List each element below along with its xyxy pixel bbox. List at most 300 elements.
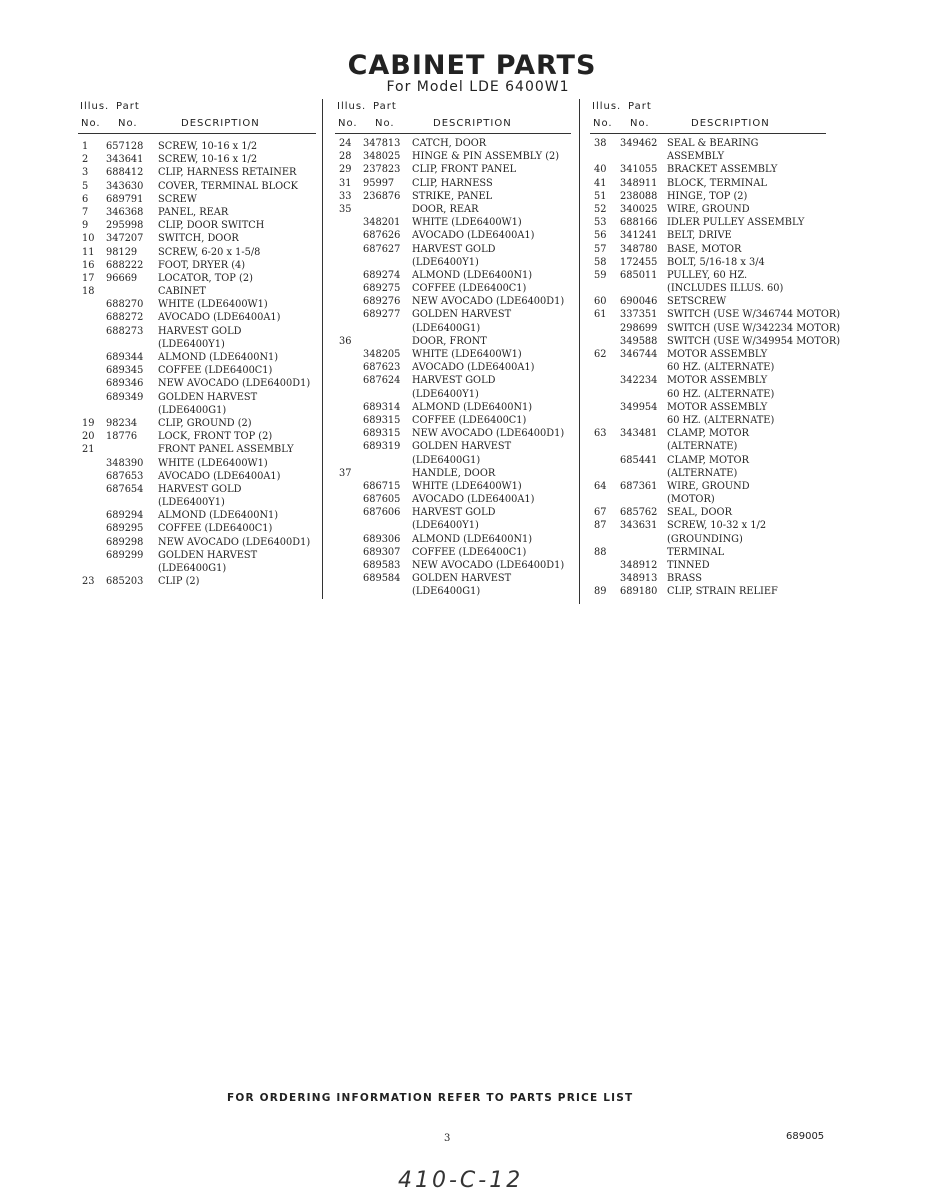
illus-number: 6 — [82, 193, 89, 205]
part-number: 689295 — [106, 523, 144, 535]
part-description: LOCK, FRONT TOP (2) — [158, 431, 273, 443]
part-description: MOTOR ASSEMBLY — [667, 401, 768, 413]
column-divider-2 — [579, 99, 580, 604]
part-row — [335, 520, 575, 533]
part-description: IDLER PULLEY ASSEMBLY — [667, 217, 805, 229]
part-description: HINGE & PIN ASSEMBLY (2) — [412, 151, 560, 163]
part-number: 687606 — [363, 507, 401, 519]
part-description: (MOTOR) — [667, 494, 715, 506]
part-description: ASSEMBLY — [667, 151, 725, 163]
part-number: 689315 — [363, 428, 401, 440]
part-description: MOTOR ASSEMBLY — [667, 375, 768, 387]
part-row — [78, 484, 318, 497]
part-description: (ALTERNATE) — [667, 441, 738, 453]
part-row — [78, 154, 318, 167]
part-description: PANEL, REAR — [158, 206, 229, 218]
part-number: 687361 — [620, 480, 658, 492]
part-row — [335, 481, 575, 494]
part-row — [335, 191, 575, 204]
part-number: 689299 — [106, 549, 144, 561]
illus-number: 7 — [82, 206, 89, 218]
part-row — [78, 392, 318, 405]
part-row — [78, 431, 318, 444]
part-number: 298699 — [620, 322, 658, 334]
part-description: CLAMP, MOTOR — [667, 454, 749, 466]
part-number: 348780 — [620, 243, 658, 255]
part-description: HARVEST GOLD — [412, 375, 496, 387]
part-number: 349588 — [620, 335, 658, 347]
part-row — [78, 273, 318, 286]
part-number: 685762 — [620, 507, 658, 519]
part-row — [335, 507, 575, 520]
illus-number: 11 — [82, 246, 95, 258]
parts-column-3 — [590, 98, 850, 596]
part-number: 172455 — [620, 256, 658, 268]
part-number: 348390 — [106, 457, 144, 469]
illus-number: 40 — [594, 164, 607, 176]
part-description: CLIP, HARNESS — [412, 177, 493, 189]
part-number: 688412 — [106, 167, 144, 179]
part-row — [78, 181, 318, 194]
part-description: HANDLE, DOOR — [412, 467, 496, 479]
part-description: WIRE, GROUND — [667, 480, 750, 492]
part-number: 96669 — [106, 272, 138, 284]
part-row — [590, 586, 850, 599]
part-row — [78, 510, 318, 523]
part-description: 60 HZ. (ALTERNATE) — [667, 388, 775, 400]
part-number: 349462 — [620, 138, 658, 149]
part-number: 689345 — [106, 365, 144, 377]
part-number: 689314 — [363, 401, 401, 413]
part-description: SWITCH, DOOR — [158, 233, 239, 245]
part-row — [590, 494, 850, 507]
part-description: SCREW, 6-20 x 1-5/8 — [158, 246, 261, 258]
parts-rows — [590, 138, 850, 600]
part-row — [335, 586, 575, 599]
part-row — [335, 244, 575, 257]
part-row — [590, 309, 850, 322]
part-description: BOLT, 5/16-18 x 3/4 — [667, 256, 765, 268]
part-number: 295998 — [106, 220, 144, 232]
part-row — [335, 296, 575, 309]
part-row — [590, 507, 850, 520]
part-description: BASE, MOTOR — [667, 243, 742, 255]
illus-header: Illus. — [337, 101, 367, 112]
part-description: LOCATOR, TOP (2) — [158, 272, 253, 284]
part-number: 98234 — [106, 417, 138, 429]
part-description: SCREW, 10-16 x 1/2 — [158, 141, 258, 152]
part-number: 685203 — [106, 576, 144, 588]
part-number: 687654 — [106, 483, 144, 495]
part-row — [590, 230, 850, 243]
part-row — [78, 286, 318, 299]
part-number: 341241 — [620, 230, 658, 242]
part-description: BRACKET ASSEMBLY — [667, 164, 778, 176]
illus-number: 2 — [82, 154, 89, 166]
part-number: 657128 — [106, 141, 144, 152]
parts-column-1 — [78, 98, 318, 588]
part-number: 98129 — [106, 246, 138, 258]
part-description: (LDE6400Y1) — [158, 338, 225, 350]
part-row — [78, 194, 318, 207]
part-number: 689274 — [363, 269, 401, 281]
part-description: COFFEE (LDE6400C1) — [158, 365, 273, 377]
part-description: WHITE (LDE6400W1) — [412, 217, 522, 229]
part-row — [335, 455, 575, 468]
part-number: 340025 — [620, 203, 658, 215]
part-row — [335, 257, 575, 270]
part-row — [590, 441, 850, 454]
illus-number: 59 — [594, 269, 607, 281]
part-description: (INCLUDES ILLUS. 60) — [667, 283, 784, 295]
part-number: 337351 — [620, 309, 658, 321]
part-number: 687627 — [363, 243, 401, 255]
part-number: 349954 — [620, 401, 658, 413]
illus-number: 56 — [594, 230, 607, 242]
part-row — [335, 362, 575, 375]
illus-number: 53 — [594, 217, 607, 229]
part-no-header: No. — [375, 118, 395, 129]
part-row — [335, 151, 575, 164]
illus-number: 35 — [339, 203, 352, 215]
part-row — [335, 138, 575, 151]
part-description: ALMOND (LDE6400N1) — [412, 269, 533, 281]
part-description: CLIP (2) — [158, 576, 200, 588]
part-row — [590, 283, 850, 296]
part-row — [590, 520, 850, 533]
part-row — [78, 141, 318, 154]
part-description: GOLDEN HARVEST — [158, 391, 258, 403]
illus-number: 5 — [82, 180, 89, 192]
part-number: 686715 — [363, 480, 401, 492]
illus-number: 87 — [594, 520, 607, 532]
part-description: BLOCK, TERMINAL — [667, 177, 767, 189]
part-row — [78, 576, 318, 589]
part-row — [590, 389, 850, 402]
part-description: BELT, DRIVE — [667, 230, 732, 242]
part-description: NEW AVOCADO (LDE6400D1) — [412, 560, 565, 571]
part-row — [78, 233, 318, 246]
part-description: AVOCADO (LDE6400A1) — [412, 362, 535, 374]
illus-number: 67 — [594, 507, 607, 519]
part-row — [335, 323, 575, 336]
illus-number: 89 — [594, 586, 607, 598]
part-number: 348912 — [620, 560, 658, 571]
part-number: 688222 — [106, 259, 144, 271]
part-header: Part — [373, 101, 397, 112]
part-description: (LDE6400G1) — [412, 586, 481, 598]
part-number: 347207 — [106, 233, 144, 245]
part-description: NEW AVOCADO (LDE6400D1) — [158, 378, 311, 390]
part-number: 687605 — [363, 494, 401, 506]
part-number: 688270 — [106, 299, 144, 311]
part-row — [590, 468, 850, 481]
column-header — [78, 98, 318, 134]
part-description: AVOCADO (LDE6400A1) — [412, 230, 535, 242]
description-header: DESCRIPTION — [691, 118, 770, 129]
illus-number: 19 — [82, 417, 95, 429]
part-description: NEW AVOCADO (LDE6400D1) — [412, 296, 565, 308]
part-number: 689583 — [363, 560, 401, 571]
part-number: 688273 — [106, 325, 144, 337]
part-row — [590, 217, 850, 230]
part-row — [78, 260, 318, 273]
part-number: 689319 — [363, 441, 401, 453]
part-number: 689298 — [106, 536, 144, 548]
part-description: CLIP, HARNESS RETAINER — [158, 167, 297, 179]
illus-number: 31 — [339, 177, 352, 189]
part-description: FRONT PANEL ASSEMBLY — [158, 444, 294, 456]
part-description: NEW AVOCADO (LDE6400D1) — [158, 536, 311, 548]
illus-number: 63 — [594, 428, 607, 440]
part-description: WHITE (LDE6400W1) — [158, 457, 268, 469]
part-description: MOTOR ASSEMBLY — [667, 349, 768, 360]
illus-number: 62 — [594, 349, 607, 360]
part-row — [78, 563, 318, 576]
part-number: 342234 — [620, 375, 658, 387]
part-row — [590, 534, 850, 547]
page-number: 3 — [444, 1133, 451, 1144]
part-no-header: No. — [630, 118, 650, 129]
part-row — [335, 204, 575, 217]
part-description: DOOR, FRONT — [412, 335, 487, 347]
page-title: CABINET PARTS — [347, 50, 597, 81]
part-description: SEAL, DOOR — [667, 507, 732, 519]
part-row — [335, 178, 575, 191]
part-row — [78, 378, 318, 391]
part-description: COFFEE (LDE6400C1) — [412, 414, 527, 426]
illus-header: Illus. — [592, 101, 622, 112]
part-row — [335, 164, 575, 177]
part-header: Part — [116, 101, 140, 112]
part-row — [590, 481, 850, 494]
part-number: 689791 — [106, 193, 144, 205]
part-number: 18776 — [106, 431, 138, 443]
part-number: 343481 — [620, 428, 658, 440]
part-description: AVOCADO (LDE6400A1) — [158, 470, 281, 482]
part-description: (LDE6400Y1) — [412, 520, 479, 532]
illus-number: 36 — [339, 335, 352, 347]
part-description: WHITE (LDE6400W1) — [412, 349, 522, 360]
description-header: DESCRIPTION — [433, 118, 512, 129]
part-description: CLIP, FRONT PANEL — [412, 164, 517, 176]
part-number: 348205 — [363, 349, 401, 360]
part-row — [590, 164, 850, 177]
part-description: CLIP, DOOR SWITCH — [158, 220, 265, 232]
parts-rows — [335, 138, 575, 600]
part-row — [78, 352, 318, 365]
part-description: FOOT, DRYER (4) — [158, 259, 246, 271]
part-row — [590, 336, 850, 349]
illus-number: 41 — [594, 177, 607, 189]
illus-number: 64 — [594, 480, 607, 492]
part-row — [335, 441, 575, 454]
part-row — [335, 336, 575, 349]
part-number: 348911 — [620, 177, 658, 189]
parts-column-2 — [335, 98, 575, 596]
part-description: COFFEE (LDE6400C1) — [412, 283, 527, 295]
illus-no-header: No. — [593, 118, 613, 129]
parts-rows — [78, 141, 318, 589]
part-description: COVER, TERMINAL BLOCK — [158, 180, 298, 192]
part-description: COFFEE (LDE6400C1) — [412, 546, 527, 558]
part-description: PULLEY, 60 HZ. — [667, 269, 748, 281]
part-row — [590, 204, 850, 217]
part-description: SWITCH (USE W/342234 MOTOR) — [667, 322, 841, 334]
part-number: 685441 — [620, 454, 658, 466]
part-description: TERMINAL — [667, 546, 725, 558]
part-description: (LDE6400Y1) — [412, 256, 479, 268]
illus-no-header: No. — [338, 118, 358, 129]
part-description: HARVEST GOLD — [158, 483, 242, 495]
part-number: 346368 — [106, 206, 144, 218]
part-number: 236876 — [363, 190, 401, 202]
illus-number: 57 — [594, 243, 607, 255]
part-row — [78, 207, 318, 220]
part-no-header: No. — [118, 118, 138, 129]
illus-number: 28 — [339, 151, 352, 163]
handwritten-note: 410-C-12 — [398, 1168, 524, 1193]
part-number: 689276 — [363, 296, 401, 308]
part-description: HARVEST GOLD — [158, 325, 242, 337]
part-description: BRASS — [667, 573, 702, 585]
illus-number: 17 — [82, 272, 95, 284]
part-description: (ALTERNATE) — [667, 467, 738, 479]
part-description: (LDE6400G1) — [412, 322, 481, 334]
part-row — [590, 560, 850, 573]
part-description: GOLDEN HARVEST — [158, 549, 258, 561]
part-row — [78, 405, 318, 418]
illus-number: 33 — [339, 190, 352, 202]
part-description: 60 HZ. (ALTERNATE) — [667, 362, 775, 374]
part-description: SEAL & BEARING — [667, 138, 759, 149]
document-number: 689005 — [786, 1131, 825, 1142]
part-row — [335, 270, 575, 283]
illus-number: 52 — [594, 203, 607, 215]
part-number: 690046 — [620, 296, 658, 308]
illus-number: 9 — [82, 220, 89, 232]
part-number: 689315 — [363, 414, 401, 426]
part-row — [335, 283, 575, 296]
part-number: 687623 — [363, 362, 401, 374]
part-row — [335, 349, 575, 362]
illus-number: 23 — [82, 576, 95, 588]
part-row — [335, 534, 575, 547]
part-description: SWITCH (USE W/349954 MOTOR) — [667, 335, 841, 347]
illus-number: 20 — [82, 431, 95, 443]
part-row — [590, 415, 850, 428]
part-description: SWITCH (USE W/346744 MOTOR) — [667, 309, 841, 321]
ordering-info-footer: FOR ORDERING INFORMATION REFER TO PARTS PRICE LIST — [227, 1092, 634, 1104]
part-row — [335, 547, 575, 560]
part-row — [78, 167, 318, 180]
part-number: 238088 — [620, 190, 658, 202]
part-row — [590, 138, 850, 151]
part-description: WHITE (LDE6400W1) — [412, 480, 522, 492]
part-row — [335, 402, 575, 415]
part-description: SETSCREW — [667, 296, 727, 308]
part-row — [590, 270, 850, 283]
part-row — [590, 191, 850, 204]
illus-number: 24 — [339, 138, 352, 149]
part-description: (GROUNDING) — [667, 533, 743, 545]
illus-number: 60 — [594, 296, 607, 308]
part-number: 689180 — [620, 586, 658, 598]
part-row — [590, 375, 850, 388]
part-number: 687653 — [106, 470, 144, 482]
part-description: (LDE6400G1) — [158, 404, 227, 416]
illus-number: 38 — [594, 138, 607, 149]
part-description: (LDE6400G1) — [412, 454, 481, 466]
part-description: 60 HZ. (ALTERNATE) — [667, 414, 775, 426]
part-description: HARVEST GOLD — [412, 507, 496, 519]
part-row — [590, 428, 850, 441]
part-number: 95997 — [363, 177, 395, 189]
part-description: TINNED — [667, 560, 710, 571]
part-row — [78, 444, 318, 457]
part-description: SCREW, 10-16 x 1/2 — [158, 154, 258, 166]
part-row — [335, 468, 575, 481]
illus-number: 51 — [594, 190, 607, 202]
part-description: (LDE6400G1) — [158, 563, 227, 574]
illus-number: 3 — [82, 167, 89, 179]
illus-number: 10 — [82, 233, 95, 245]
part-description: HINGE, TOP (2) — [667, 190, 748, 202]
part-number: 343631 — [620, 520, 658, 532]
column-header — [335, 98, 575, 134]
part-row — [78, 339, 318, 352]
illus-number: 61 — [594, 309, 607, 321]
part-number: 347813 — [363, 138, 401, 149]
illus-number: 16 — [82, 259, 95, 271]
part-description: GOLDEN HARVEST — [412, 573, 512, 585]
part-number: 237823 — [363, 164, 401, 176]
part-description: GOLDEN HARVEST — [412, 441, 512, 453]
part-row — [335, 230, 575, 243]
part-row — [78, 312, 318, 325]
part-row — [590, 244, 850, 257]
part-description: DOOR, REAR — [412, 203, 479, 215]
part-number: 689275 — [363, 283, 401, 295]
part-row — [590, 573, 850, 586]
part-description: GOLDEN HARVEST — [412, 309, 512, 321]
part-row — [590, 257, 850, 270]
part-description: SCREW, 10-32 x 1/2 — [667, 520, 767, 532]
part-description: CLIP, GROUND (2) — [158, 417, 252, 429]
part-description: ALMOND (LDE6400N1) — [412, 533, 533, 545]
part-row — [78, 418, 318, 431]
part-description: CABINET — [158, 286, 206, 298]
part-row — [78, 550, 318, 563]
part-row — [335, 375, 575, 388]
part-number: 688166 — [620, 217, 658, 229]
part-number: 689584 — [363, 573, 401, 585]
description-header: DESCRIPTION — [181, 118, 260, 129]
part-description: COFFEE (LDE6400C1) — [158, 523, 273, 535]
illus-number: 18 — [82, 286, 95, 298]
illus-number: 21 — [82, 444, 95, 456]
part-row — [78, 523, 318, 536]
part-description: HARVEST GOLD — [412, 243, 496, 255]
part-description: WIRE, GROUND — [667, 203, 750, 215]
illus-number: 29 — [339, 164, 352, 176]
part-row — [78, 247, 318, 260]
part-row — [590, 178, 850, 191]
part-number: 348913 — [620, 573, 658, 585]
part-description: CLAMP, MOTOR — [667, 428, 749, 440]
illus-no-header: No. — [81, 118, 101, 129]
part-number: 348201 — [363, 217, 401, 229]
